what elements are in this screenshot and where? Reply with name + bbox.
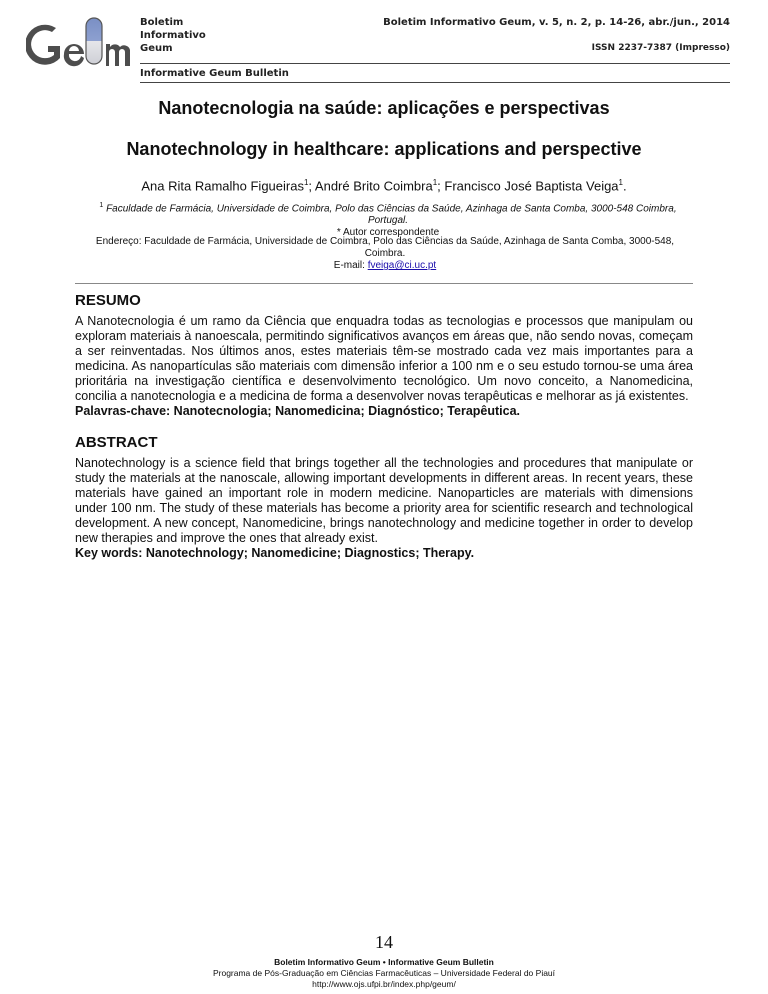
author-name: Ana Rita Ramalho Figueiras bbox=[141, 178, 304, 194]
journal-citation: Boletim Informativo Geum, v. 5, n. 2, p. 14-26, abr./jun., 2014 bbox=[383, 17, 730, 28]
footer-journal: Boletim Informativo Geum • Informative Geum Bulletin bbox=[274, 957, 494, 967]
abstract-section bbox=[75, 456, 693, 561]
author-name: Francisco José Baptista Veiga bbox=[444, 178, 619, 194]
author-affiliation-mark: 1 bbox=[432, 178, 438, 187]
author-separator: ; bbox=[437, 178, 445, 194]
brand-line: Boletim bbox=[140, 17, 184, 28]
corresponding-author-note: * Autor correspondente bbox=[336, 227, 440, 239]
abstract-body: Nanotechnology is a science field that brings together all the technologies and procedures that manipulate or study the materials at the nanoscale, allowing important developments in different areas. In recent years, these materials have gained an important role in modern medicine. Nanoparticles are materials with dimensions under 100 nm. The study of these materials has become a priority area for scientific research and technological development. A new concept, Nanomedicine, brings nanotechnology and medicine together in order to develop new therapies and improve the ones that already exist. bbox=[75, 456, 693, 545]
brand-line: Informativo bbox=[140, 30, 206, 41]
address bbox=[70, 236, 700, 272]
address-line: Endereço: Faculdade de Farmácia, Universidade de Coimbra, Polo das Ciências da Saúde, Azinhaga de Santa Comba, 3000-548, bbox=[95, 236, 675, 247]
author-list bbox=[0, 178, 768, 193]
footer-url[interactable]: http://www.ojs.ufpi.br/index.php/geum/ bbox=[312, 979, 456, 989]
affiliation bbox=[78, 200, 698, 239]
author-separator: ; bbox=[308, 178, 315, 194]
geum-logo bbox=[26, 14, 132, 76]
brand-name-en: Informative Geum Bulletin bbox=[140, 68, 289, 79]
affiliation-line: Portugal. bbox=[367, 215, 409, 227]
title-portuguese: Nanotecnologia na saúde: aplicações e perspectivas bbox=[158, 98, 610, 118]
header-divider bbox=[140, 63, 730, 64]
page-number: 14 bbox=[375, 932, 393, 952]
brand-line: Geum bbox=[140, 43, 173, 54]
issn: ISSN 2237-7387 (Impresso) bbox=[591, 43, 730, 53]
abstract-keywords: Key words: Nanotechnology; Nanomedicine; Diagnostics; Therapy. bbox=[75, 546, 475, 560]
resumo-body: A Nanotecnologia é um ramo da Ciência que enquadra todas as tecnologias e processos que manipulam ou exploram materiais à nanoescala, permitindo significativos avanços em áreas que, não sendo novas, começam a ser reinventadas. Nos últimos anos, estes materiais têm-se mostrado cada vez mais importantes para a medicina. As nanopartículas são materiais com dimensão inferior a 100 nm e o seu estudo tornou-se uma área prioritária na investigação científica e desenvolvimento tecnológico. Um novo conceito, a Nanomedicina, concilia a nanotecnologia e a medicina de forma a desenvolver novas terapêuticas e melhorar as já existentes. bbox=[75, 314, 693, 403]
resumo-heading: RESUMO bbox=[75, 292, 141, 309]
author-separator: . bbox=[623, 178, 627, 194]
resumo-section bbox=[75, 314, 693, 419]
section-divider bbox=[75, 283, 693, 284]
author-affiliation-mark: 1 bbox=[303, 178, 309, 187]
address-line: Coimbra. bbox=[364, 248, 406, 259]
affiliation-mark: 1 bbox=[99, 202, 104, 209]
author-affiliation-mark: 1 bbox=[618, 178, 623, 187]
resumo-keywords: Palavras-chave: Nanotecnologia; Nanomedicina; Diagnóstico; Terapêutica. bbox=[75, 404, 521, 418]
author-name: André Brito Coimbra bbox=[314, 178, 433, 194]
email-label: E-mail: bbox=[333, 260, 368, 271]
affiliation-line: Faculdade de Farmácia, Universidade de Coimbra, Polo das Ciências da Saúde, Azinhaga de Santa Comba, 3000-548 Coimbra, bbox=[106, 203, 677, 215]
abstract-heading: ABSTRACT bbox=[75, 434, 158, 451]
footer-program: Programa de Pós-Graduação em Ciências Farmacêuticas – Universidade Federal do Piauí bbox=[212, 968, 556, 978]
title-english: Nanotechnology in healthcare: applications and perspective bbox=[126, 139, 642, 159]
header-divider bbox=[140, 82, 730, 83]
email-link[interactable]: fveiga@ci.uc.pt bbox=[367, 260, 437, 271]
brand-name bbox=[140, 16, 206, 55]
